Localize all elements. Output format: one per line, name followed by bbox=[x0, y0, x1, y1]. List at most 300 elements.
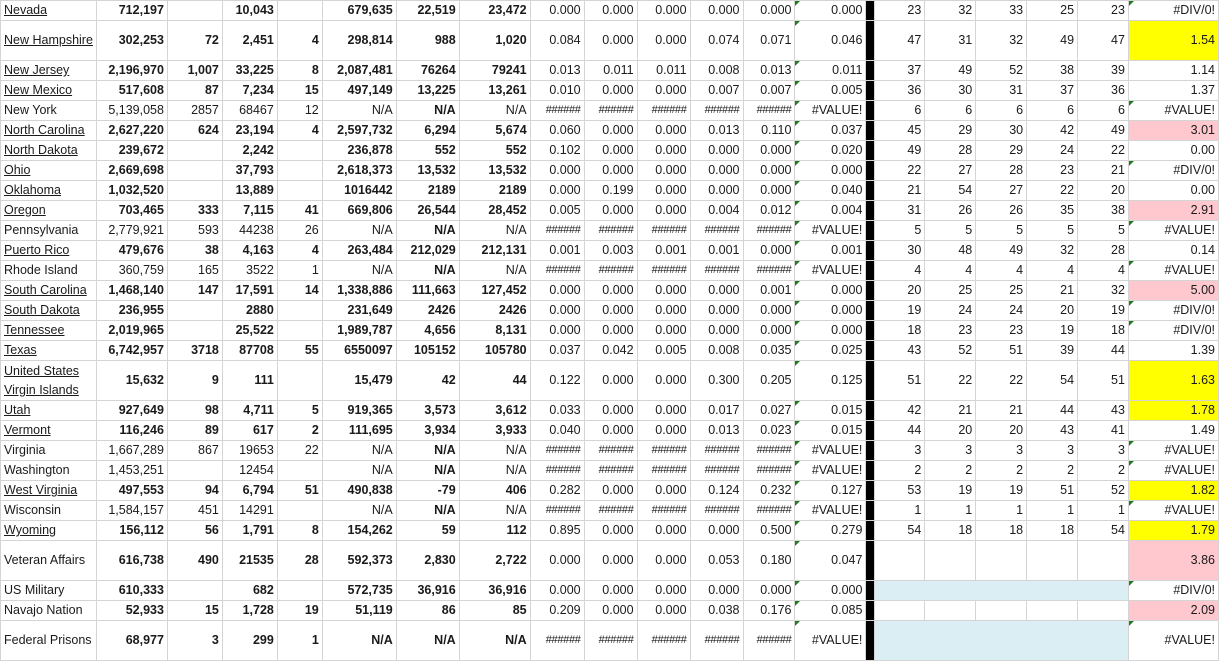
cell-rate[interactable]: 0.000 bbox=[743, 1, 795, 21]
cell-jurisdiction[interactable]: Pennsylvania bbox=[1, 221, 97, 241]
cell-rank[interactable]: 1 bbox=[1027, 501, 1078, 521]
cell-rate[interactable]: 0.012 bbox=[743, 201, 795, 221]
cell-rank[interactable]: 19 bbox=[1078, 301, 1129, 321]
cell-count[interactable]: 2 bbox=[277, 421, 322, 441]
cell-rate[interactable]: 0.000 bbox=[584, 281, 637, 301]
cell-count[interactable]: 105152 bbox=[396, 341, 459, 361]
cell-rate[interactable]: 0.000 bbox=[637, 201, 690, 221]
cell-rank[interactable]: 1 bbox=[1078, 501, 1129, 521]
cell-rate[interactable]: 0.000 bbox=[584, 141, 637, 161]
cell-count[interactable]: 3 bbox=[167, 621, 222, 661]
cell-rate[interactable]: 0.500 bbox=[743, 521, 795, 541]
cell-rate[interactable]: 0.000 bbox=[584, 201, 637, 221]
cell-count[interactable]: 988 bbox=[396, 21, 459, 61]
cell-score[interactable]: #VALUE! bbox=[1128, 621, 1218, 661]
cell-rank[interactable]: 5 bbox=[1027, 221, 1078, 241]
cell-count[interactable]: 38 bbox=[167, 241, 222, 261]
cell-rank[interactable]: 2 bbox=[1078, 461, 1129, 481]
cell-rate[interactable]: ###### bbox=[690, 221, 743, 241]
cell-rate[interactable]: 0.000 bbox=[637, 481, 690, 501]
cell-rate[interactable]: ###### bbox=[743, 441, 795, 461]
cell-count[interactable]: 2,779,921 bbox=[96, 221, 167, 241]
cell-jurisdiction[interactable]: New Jersey bbox=[1, 61, 97, 81]
cell-rate[interactable]: 0.000 bbox=[743, 241, 795, 261]
cell-rate[interactable]: 0.000 bbox=[584, 581, 637, 601]
cell-count[interactable]: 497,553 bbox=[96, 481, 167, 501]
cell-count[interactable]: N/A bbox=[396, 221, 459, 241]
cell-count[interactable]: 44238 bbox=[222, 221, 277, 241]
cell-rate[interactable]: 0.001 bbox=[637, 241, 690, 261]
cell-rate[interactable]: ###### bbox=[530, 621, 584, 661]
cell-rank[interactable]: 48 bbox=[925, 241, 976, 261]
cell-rank[interactable]: 23 bbox=[1027, 161, 1078, 181]
cell-rate[interactable]: 0.000 bbox=[795, 301, 866, 321]
cell-rate[interactable]: ###### bbox=[637, 101, 690, 121]
cell-score[interactable]: #DIV/0! bbox=[1128, 301, 1218, 321]
cell-count[interactable]: 15,479 bbox=[322, 361, 396, 401]
cell-rank[interactable]: 3 bbox=[976, 441, 1027, 461]
cell-rank[interactable]: 6 bbox=[1027, 101, 1078, 121]
cell-rank[interactable]: 37 bbox=[1027, 81, 1078, 101]
cell-count[interactable]: 231,649 bbox=[322, 301, 396, 321]
cell-rank[interactable]: 3 bbox=[1027, 441, 1078, 461]
cell-jurisdiction[interactable]: West Virginia bbox=[1, 481, 97, 501]
cell-rank[interactable]: 5 bbox=[875, 221, 925, 241]
cell-rate[interactable]: 0.013 bbox=[530, 61, 584, 81]
cell-rate[interactable]: 0.000 bbox=[584, 121, 637, 141]
cell-count[interactable]: 111 bbox=[222, 361, 277, 401]
cell-rank[interactable]: 4 bbox=[1078, 261, 1129, 281]
cell-count[interactable]: 19653 bbox=[222, 441, 277, 461]
cell-rank[interactable]: 22 bbox=[925, 361, 976, 401]
cell-rate[interactable]: ###### bbox=[584, 461, 637, 481]
cell-rate[interactable]: 0.000 bbox=[637, 301, 690, 321]
cell-rank[interactable]: 45 bbox=[875, 121, 925, 141]
cell-jurisdiction[interactable]: New York bbox=[1, 101, 97, 121]
cell-count[interactable]: 12 bbox=[277, 101, 322, 121]
cell-count[interactable]: 2,451 bbox=[222, 21, 277, 61]
cell-rate[interactable]: 0.000 bbox=[690, 1, 743, 21]
cell-rate[interactable]: 0.000 bbox=[584, 401, 637, 421]
cell-jurisdiction[interactable]: New Mexico bbox=[1, 81, 97, 101]
cell-rate[interactable]: ###### bbox=[690, 101, 743, 121]
cell-count[interactable]: 13,261 bbox=[459, 81, 530, 101]
cell-count[interactable]: 26,544 bbox=[396, 201, 459, 221]
cell-jurisdiction[interactable]: North Carolina bbox=[1, 121, 97, 141]
cell-rate[interactable]: 0.033 bbox=[530, 401, 584, 421]
cell-rate[interactable]: 0.000 bbox=[743, 321, 795, 341]
cell-score[interactable]: #VALUE! bbox=[1128, 101, 1218, 121]
cell-count[interactable]: 4,656 bbox=[396, 321, 459, 341]
cell-rate[interactable]: 0.000 bbox=[795, 321, 866, 341]
cell-rate[interactable]: 0.013 bbox=[743, 61, 795, 81]
cell-count[interactable]: 156,112 bbox=[96, 521, 167, 541]
cell-count[interactable]: 55 bbox=[277, 341, 322, 361]
cell-count[interactable]: 1,728 bbox=[222, 601, 277, 621]
cell-rank[interactable]: 21 bbox=[875, 181, 925, 201]
cell-rate[interactable]: 0.008 bbox=[690, 341, 743, 361]
cell-rank[interactable]: 32 bbox=[925, 1, 976, 21]
cell-count[interactable] bbox=[167, 181, 222, 201]
cell-rate[interactable]: 0.895 bbox=[530, 521, 584, 541]
cell-rate[interactable]: 0.017 bbox=[690, 401, 743, 421]
cell-rate[interactable]: 0.000 bbox=[690, 141, 743, 161]
cell-count[interactable] bbox=[277, 161, 322, 181]
cell-rate[interactable]: 0.000 bbox=[690, 581, 743, 601]
cell-rate[interactable]: ###### bbox=[637, 461, 690, 481]
cell-rank[interactable]: 42 bbox=[1027, 121, 1078, 141]
cell-rate[interactable]: 0.000 bbox=[637, 361, 690, 401]
cell-rank[interactable]: 4 bbox=[976, 261, 1027, 281]
cell-score[interactable]: 2.09 bbox=[1128, 601, 1218, 621]
cell-count[interactable]: 2880 bbox=[222, 301, 277, 321]
cell-rate[interactable]: 0.053 bbox=[690, 541, 743, 581]
cell-rank[interactable]: 53 bbox=[875, 481, 925, 501]
cell-count[interactable]: 1016442 bbox=[322, 181, 396, 201]
cell-rate[interactable]: 0.000 bbox=[690, 281, 743, 301]
cell-count[interactable]: 2,669,698 bbox=[96, 161, 167, 181]
cell-rate[interactable]: 0.001 bbox=[530, 241, 584, 261]
cell-rate[interactable]: 0.027 bbox=[743, 401, 795, 421]
cell-rate[interactable]: #VALUE! bbox=[795, 221, 866, 241]
cell-rank[interactable]: 27 bbox=[976, 181, 1027, 201]
cell-rate[interactable]: 0.015 bbox=[795, 421, 866, 441]
cell-rate[interactable]: 0.000 bbox=[637, 421, 690, 441]
cell-count[interactable]: 36,916 bbox=[396, 581, 459, 601]
cell-count[interactable]: 4 bbox=[277, 21, 322, 61]
cell-rank[interactable]: 43 bbox=[1078, 401, 1129, 421]
cell-count[interactable]: 3,934 bbox=[396, 421, 459, 441]
cell-rate[interactable]: 0.000 bbox=[530, 161, 584, 181]
cell-rate[interactable]: 0.084 bbox=[530, 21, 584, 61]
cell-rate[interactable]: ###### bbox=[584, 621, 637, 661]
cell-count[interactable] bbox=[167, 321, 222, 341]
cell-rate[interactable]: 0.000 bbox=[584, 161, 637, 181]
cell-rank[interactable]: 2 bbox=[976, 461, 1027, 481]
cell-rate[interactable]: ###### bbox=[530, 221, 584, 241]
cell-rate[interactable]: #VALUE! bbox=[795, 261, 866, 281]
cell-rank[interactable]: 19 bbox=[875, 301, 925, 321]
cell-rank[interactable]: 18 bbox=[875, 321, 925, 341]
cell-rate[interactable]: 0.127 bbox=[795, 481, 866, 501]
cell-count[interactable]: 52,933 bbox=[96, 601, 167, 621]
cell-rate[interactable]: 0.232 bbox=[743, 481, 795, 501]
cell-score[interactable]: #DIV/0! bbox=[1128, 581, 1218, 601]
cell-rank[interactable]: 21 bbox=[925, 401, 976, 421]
cell-count[interactable]: 6,794 bbox=[222, 481, 277, 501]
cell-score[interactable]: 1.49 bbox=[1128, 421, 1218, 441]
cell-count[interactable]: 127,452 bbox=[459, 281, 530, 301]
cell-rank[interactable]: 33 bbox=[976, 1, 1027, 21]
cell-count[interactable]: 302,253 bbox=[96, 21, 167, 61]
cell-rate[interactable]: 0.042 bbox=[584, 341, 637, 361]
cell-rank[interactable]: 32 bbox=[1027, 241, 1078, 261]
cell-jurisdiction[interactable]: Tennessee bbox=[1, 321, 97, 341]
cell-count[interactable]: -79 bbox=[396, 481, 459, 501]
cell-count[interactable] bbox=[277, 501, 322, 521]
cell-rate[interactable]: 0.008 bbox=[690, 61, 743, 81]
cell-score[interactable]: 5.00 bbox=[1128, 281, 1218, 301]
cell-rank[interactable]: 21 bbox=[1078, 161, 1129, 181]
cell-rank[interactable]: 54 bbox=[875, 521, 925, 541]
cell-count[interactable]: 2,242 bbox=[222, 141, 277, 161]
cell-count[interactable]: 68,977 bbox=[96, 621, 167, 661]
cell-count[interactable]: 79241 bbox=[459, 61, 530, 81]
cell-rank[interactable]: 18 bbox=[976, 521, 1027, 541]
cell-jurisdiction[interactable]: Utah bbox=[1, 401, 97, 421]
cell-rate[interactable]: 0.205 bbox=[743, 361, 795, 401]
cell-rate[interactable]: 0.046 bbox=[795, 21, 866, 61]
cell-rate[interactable]: 0.000 bbox=[743, 181, 795, 201]
cell-count[interactable]: 33,225 bbox=[222, 61, 277, 81]
cell-score[interactable]: #DIV/0! bbox=[1128, 321, 1218, 341]
cell-count[interactable]: 2189 bbox=[459, 181, 530, 201]
cell-jurisdiction[interactable]: United States Virgin Islands bbox=[1, 361, 97, 401]
cell-rate[interactable]: #VALUE! bbox=[795, 501, 866, 521]
cell-rate[interactable]: 0.038 bbox=[690, 601, 743, 621]
cell-rank[interactable] bbox=[1027, 541, 1078, 581]
cell-rank[interactable]: 27 bbox=[925, 161, 976, 181]
cell-rate[interactable]: ###### bbox=[690, 621, 743, 661]
cell-count[interactable]: N/A bbox=[459, 221, 530, 241]
cell-rate[interactable]: 0.000 bbox=[637, 81, 690, 101]
cell-rate[interactable]: ###### bbox=[743, 101, 795, 121]
cell-count[interactable]: 1,007 bbox=[167, 61, 222, 81]
cell-count[interactable]: 17,591 bbox=[222, 281, 277, 301]
cell-rate[interactable]: 0.000 bbox=[530, 1, 584, 21]
cell-rate[interactable]: 0.000 bbox=[584, 361, 637, 401]
cell-count[interactable]: 23,472 bbox=[459, 1, 530, 21]
cell-count[interactable]: N/A bbox=[396, 461, 459, 481]
cell-rate[interactable]: 0.085 bbox=[795, 601, 866, 621]
cell-count[interactable] bbox=[277, 301, 322, 321]
cell-count[interactable]: 12454 bbox=[222, 461, 277, 481]
cell-count[interactable] bbox=[277, 1, 322, 21]
cell-count[interactable] bbox=[277, 461, 322, 481]
cell-count[interactable]: 2857 bbox=[167, 101, 222, 121]
cell-count[interactable] bbox=[167, 161, 222, 181]
cell-count[interactable]: 3,612 bbox=[459, 401, 530, 421]
cell-score[interactable]: 0.00 bbox=[1128, 141, 1218, 161]
cell-rate[interactable]: 0.000 bbox=[743, 161, 795, 181]
cell-rate[interactable]: 0.001 bbox=[690, 241, 743, 261]
cell-rank[interactable]: 29 bbox=[976, 141, 1027, 161]
cell-count[interactable]: 6550097 bbox=[322, 341, 396, 361]
cell-score[interactable]: #VALUE! bbox=[1128, 461, 1218, 481]
cell-rate[interactable]: 0.180 bbox=[743, 541, 795, 581]
cell-rank[interactable]: 25 bbox=[1027, 1, 1078, 21]
cell-count[interactable]: 2426 bbox=[396, 301, 459, 321]
cell-count[interactable]: 15 bbox=[167, 601, 222, 621]
cell-count[interactable]: 1,584,157 bbox=[96, 501, 167, 521]
cell-count[interactable]: N/A bbox=[396, 261, 459, 281]
cell-count[interactable]: 89 bbox=[167, 421, 222, 441]
cell-count[interactable]: 15,632 bbox=[96, 361, 167, 401]
cell-score[interactable]: 1.14 bbox=[1128, 61, 1218, 81]
cell-rank[interactable]: 23 bbox=[925, 321, 976, 341]
cell-rate[interactable]: 0.007 bbox=[743, 81, 795, 101]
cell-jurisdiction[interactable]: US Military bbox=[1, 581, 97, 601]
cell-count[interactable]: 154,262 bbox=[322, 521, 396, 541]
cell-rank[interactable]: 22 bbox=[976, 361, 1027, 401]
cell-count[interactable]: 23,194 bbox=[222, 121, 277, 141]
cell-rate[interactable]: ###### bbox=[743, 621, 795, 661]
cell-count[interactable]: 5,139,058 bbox=[96, 101, 167, 121]
cell-count[interactable]: 682 bbox=[222, 581, 277, 601]
cell-rate[interactable]: ###### bbox=[637, 441, 690, 461]
cell-rank[interactable]: 30 bbox=[875, 241, 925, 261]
cell-rank[interactable]: 23 bbox=[1078, 1, 1129, 21]
cell-rank[interactable]: 3 bbox=[1078, 441, 1129, 461]
cell-rate[interactable]: ###### bbox=[637, 621, 690, 661]
cell-jurisdiction[interactable]: Veteran Affairs bbox=[1, 541, 97, 581]
cell-rate[interactable]: 0.000 bbox=[637, 161, 690, 181]
cell-count[interactable]: 1,791 bbox=[222, 521, 277, 541]
cell-rate[interactable]: 0.125 bbox=[795, 361, 866, 401]
cell-count[interactable]: 1 bbox=[277, 621, 322, 661]
cell-count[interactable]: 21535 bbox=[222, 541, 277, 581]
cell-rank[interactable]: 29 bbox=[925, 121, 976, 141]
cell-count[interactable]: 212,131 bbox=[459, 241, 530, 261]
cell-score[interactable]: #VALUE! bbox=[1128, 261, 1218, 281]
cell-count[interactable]: 552 bbox=[396, 141, 459, 161]
cell-count[interactable] bbox=[277, 141, 322, 161]
cell-rank[interactable]: 3 bbox=[875, 441, 925, 461]
cell-count[interactable]: 927,649 bbox=[96, 401, 167, 421]
cell-count[interactable]: 105780 bbox=[459, 341, 530, 361]
cell-score[interactable]: 1.78 bbox=[1128, 401, 1218, 421]
cell-rank[interactable]: 1 bbox=[875, 501, 925, 521]
cell-rate[interactable]: 0.000 bbox=[584, 21, 637, 61]
cell-count[interactable]: 111,695 bbox=[322, 421, 396, 441]
cell-rate[interactable]: 0.282 bbox=[530, 481, 584, 501]
cell-score[interactable]: 1.63 bbox=[1128, 361, 1218, 401]
cell-rank[interactable] bbox=[976, 601, 1027, 621]
cell-rank[interactable]: 6 bbox=[925, 101, 976, 121]
cell-count[interactable]: 51,119 bbox=[322, 601, 396, 621]
cell-rate[interactable]: 0.000 bbox=[584, 81, 637, 101]
cell-count[interactable]: 919,365 bbox=[322, 401, 396, 421]
cell-rate[interactable]: 0.004 bbox=[795, 201, 866, 221]
cell-rate[interactable]: 0.001 bbox=[795, 241, 866, 261]
cell-jurisdiction[interactable]: New Hampshire bbox=[1, 21, 97, 61]
cell-jurisdiction[interactable]: Virginia bbox=[1, 441, 97, 461]
cell-rate[interactable]: 0.000 bbox=[584, 481, 637, 501]
cell-rate[interactable]: ###### bbox=[637, 261, 690, 281]
cell-rate[interactable]: 0.000 bbox=[637, 541, 690, 581]
cell-count[interactable]: 406 bbox=[459, 481, 530, 501]
cell-rate[interactable]: 0.000 bbox=[530, 581, 584, 601]
cell-rate[interactable]: 0.047 bbox=[795, 541, 866, 581]
cell-rate[interactable]: 0.011 bbox=[795, 61, 866, 81]
cell-count[interactable]: 42 bbox=[396, 361, 459, 401]
cell-count[interactable]: N/A bbox=[459, 461, 530, 481]
cell-score[interactable]: #DIV/0! bbox=[1128, 161, 1218, 181]
cell-count[interactable]: 13,225 bbox=[396, 81, 459, 101]
cell-rate[interactable]: 0.000 bbox=[637, 1, 690, 21]
cell-count[interactable]: 87 bbox=[167, 81, 222, 101]
cell-rank[interactable]: 20 bbox=[875, 281, 925, 301]
cell-rate[interactable]: 0.003 bbox=[584, 241, 637, 261]
cell-rate[interactable]: ###### bbox=[584, 221, 637, 241]
cell-rank[interactable]: 6 bbox=[976, 101, 1027, 121]
cell-count[interactable]: 1,338,886 bbox=[322, 281, 396, 301]
cell-rate[interactable]: 0.000 bbox=[584, 301, 637, 321]
cell-count[interactable]: 3,933 bbox=[459, 421, 530, 441]
cell-rate[interactable]: 0.074 bbox=[690, 21, 743, 61]
cell-rate[interactable]: 0.000 bbox=[530, 321, 584, 341]
cell-rate[interactable]: ###### bbox=[530, 261, 584, 281]
cell-rate[interactable]: 0.000 bbox=[637, 401, 690, 421]
cell-count[interactable]: 15 bbox=[277, 81, 322, 101]
cell-rank[interactable]: 24 bbox=[976, 301, 1027, 321]
cell-rank[interactable]: 31 bbox=[875, 201, 925, 221]
cell-score[interactable]: 1.37 bbox=[1128, 81, 1218, 101]
cell-rate[interactable]: 0.102 bbox=[530, 141, 584, 161]
cell-rate[interactable]: 0.000 bbox=[637, 321, 690, 341]
cell-count[interactable]: N/A bbox=[459, 101, 530, 121]
cell-count[interactable]: 13,889 bbox=[222, 181, 277, 201]
cell-count[interactable]: 2,627,220 bbox=[96, 121, 167, 141]
cell-rank[interactable]: 28 bbox=[1078, 241, 1129, 261]
cell-count[interactable]: 14291 bbox=[222, 501, 277, 521]
cell-count[interactable]: 2,597,732 bbox=[322, 121, 396, 141]
cell-count[interactable]: 7,115 bbox=[222, 201, 277, 221]
cell-rate[interactable]: 0.000 bbox=[637, 121, 690, 141]
cell-count[interactable]: 41 bbox=[277, 201, 322, 221]
cell-score[interactable]: 1.79 bbox=[1128, 521, 1218, 541]
cell-rate[interactable]: 0.000 bbox=[584, 601, 637, 621]
cell-count[interactable]: 236,955 bbox=[96, 301, 167, 321]
cell-rate[interactable]: ###### bbox=[690, 261, 743, 281]
cell-rank[interactable]: 44 bbox=[1078, 341, 1129, 361]
cell-jurisdiction[interactable]: Oklahoma bbox=[1, 181, 97, 201]
cell-count[interactable]: 239,672 bbox=[96, 141, 167, 161]
cell-rank[interactable]: 38 bbox=[1078, 201, 1129, 221]
cell-rate[interactable]: 0.060 bbox=[530, 121, 584, 141]
cell-rate[interactable]: 0.000 bbox=[637, 581, 690, 601]
cell-rank[interactable]: 25 bbox=[925, 281, 976, 301]
cell-rate[interactable]: 0.000 bbox=[637, 601, 690, 621]
cell-count[interactable]: N/A bbox=[459, 621, 530, 661]
cell-count[interactable]: N/A bbox=[396, 441, 459, 461]
cell-rate[interactable]: 0.015 bbox=[795, 401, 866, 421]
cell-score[interactable]: 3.86 bbox=[1128, 541, 1218, 581]
cell-count[interactable]: 212,029 bbox=[396, 241, 459, 261]
cell-rank[interactable]: 36 bbox=[875, 81, 925, 101]
cell-rate[interactable]: 0.001 bbox=[743, 281, 795, 301]
cell-rank[interactable]: 26 bbox=[976, 201, 1027, 221]
cell-rank[interactable]: 51 bbox=[1078, 361, 1129, 401]
cell-rate[interactable]: ###### bbox=[584, 501, 637, 521]
cell-count[interactable]: 593 bbox=[167, 221, 222, 241]
cell-rank[interactable]: 43 bbox=[875, 341, 925, 361]
cell-count[interactable]: 22 bbox=[277, 441, 322, 461]
cell-count[interactable]: 36,916 bbox=[459, 581, 530, 601]
cell-count[interactable]: N/A bbox=[459, 441, 530, 461]
cell-rate[interactable]: 0.000 bbox=[637, 21, 690, 61]
cell-jurisdiction[interactable]: Federal Prisons bbox=[1, 621, 97, 661]
cell-count[interactable]: 4 bbox=[277, 121, 322, 141]
cell-rate[interactable]: 0.000 bbox=[690, 181, 743, 201]
cell-count[interactable]: N/A bbox=[396, 501, 459, 521]
cell-count[interactable]: 2,618,373 bbox=[322, 161, 396, 181]
cell-rank[interactable]: 49 bbox=[925, 61, 976, 81]
cell-rate[interactable]: 0.199 bbox=[584, 181, 637, 201]
cell-count[interactable]: 26 bbox=[277, 221, 322, 241]
cell-count[interactable]: 298,814 bbox=[322, 21, 396, 61]
cell-score[interactable]: 3.01 bbox=[1128, 121, 1218, 141]
